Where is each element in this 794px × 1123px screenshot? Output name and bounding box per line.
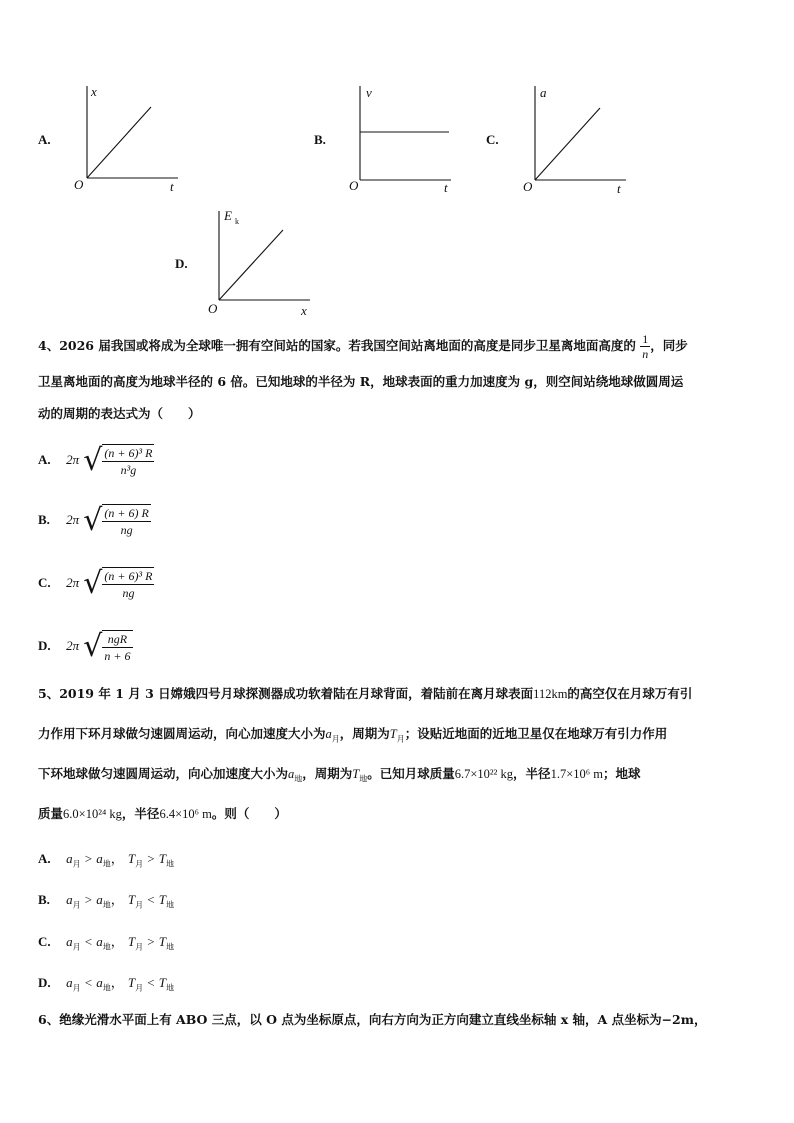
q4-option-b[interactable]	[38, 503, 151, 538]
q5-option-b-rel2: <	[147, 892, 155, 907]
q5-option-b-a1: a	[66, 892, 73, 907]
q4-option-d-num: ngR	[102, 631, 132, 648]
q5-line2-text-c: ；设贴近地面的近地卫星仅在地球万有引力作用	[404, 726, 668, 741]
q5-line2	[38, 716, 760, 758]
q4-option-a-letter: A.	[38, 452, 51, 467]
q4-option-d-coef: 2π	[66, 638, 80, 653]
q4-option-a[interactable]	[38, 443, 154, 478]
q5-option-a-rel1: >	[84, 851, 93, 866]
q5-t-earth-sub: 地	[359, 774, 368, 784]
q4-option-b-letter: B.	[38, 512, 50, 527]
q5-option-a-a2-sub: 地	[102, 859, 111, 869]
q5-option-b-t1-sub: 月	[135, 900, 144, 910]
q5-option-b-t1: T	[127, 892, 136, 907]
graph-a-y-label: x	[91, 84, 97, 99]
q5-line4-text-b: ，半径	[121, 806, 160, 821]
q5-option-c-t1-sub: 月	[135, 942, 144, 952]
q4-option-c-num: (n + 6)³ R	[104, 568, 153, 583]
q5-option-c-a2: a	[96, 934, 103, 949]
q5-option-d-t2: T	[158, 975, 166, 990]
q5-option-a-a1: a	[66, 851, 73, 866]
q5-option-c-a1-sub: 月	[72, 942, 81, 952]
graph-b	[345, 80, 465, 200]
graph-b-origin: O	[349, 178, 359, 193]
graph-a-line	[87, 107, 151, 178]
graph-d-y-label-sub: k	[235, 217, 239, 226]
graph-d-line	[219, 230, 283, 300]
q5-option-a-t2-sub: 地	[166, 859, 174, 869]
q5-option-d-a2-sub: 地	[102, 983, 111, 993]
q5-t-moon-sub: 月	[396, 734, 405, 744]
q5-option-c-t1: T	[127, 934, 136, 949]
q5-option-b-a2-sub: 地	[102, 900, 111, 910]
q5-option-a-t1-sub: 月	[135, 859, 144, 869]
graph-c-y-label: a	[540, 85, 547, 100]
q5-line1-text-a: 5、2019 年 1 月 3 日嫦娥四号月球探测器成功软着陆在月球背面，着陆前在离月球表面	[38, 686, 534, 701]
q5-line4	[38, 796, 760, 832]
q5-t-earth: T	[352, 767, 360, 781]
q6-line1: 6、绝缘光滑水平面上有 ABO 三点，以 O 点为坐标原点，向右方向为正方向建立直线坐标轴 x 轴，A 点坐标为−2m，	[38, 1012, 707, 1027]
q5-line3-text-e: ；地球	[602, 766, 641, 781]
graph-a-origin: O	[74, 177, 84, 192]
q5-option-c-a2-sub: 地	[102, 942, 111, 952]
q5-a-earth-sub: 地	[294, 774, 303, 784]
q5-option-c[interactable]: C. $a_月 < a_地$， $T_月 > T_地$	[38, 934, 174, 952]
graph-c-line	[535, 108, 600, 180]
graph-b-x-label: t	[444, 180, 448, 195]
graph-d	[205, 205, 325, 325]
q4-line1-text: 4、2026 届我国或将成为全球唯一拥有空间站的国家。若我国空间站离地面的高度是同步卫星离地面高度的	[38, 338, 636, 353]
q5-a-moon-sub: 月	[331, 734, 340, 744]
q4-frac-den: n	[642, 347, 649, 361]
q4-option-a-den: n³g	[120, 462, 137, 477]
q4-line1-end: ，同步	[650, 338, 688, 353]
q5-option-b[interactable]: B. $a_月 > a_地$， $T_月 < T_地$	[38, 892, 174, 910]
q5-a-moon: a	[325, 727, 332, 741]
q5-option-b-letter: B.	[38, 892, 50, 907]
q4-option-c-den: ng	[122, 585, 135, 600]
q5-line2-text-b: ，周期为	[339, 726, 390, 741]
q4-line2: 卫星离地面的高度为地球半径的 6 倍。已知地球的半径为 R，地球表面的重力加速度为 g，则空间站绕地球做圆周运	[38, 374, 684, 389]
q4-option-c[interactable]	[38, 566, 154, 601]
q4-line1	[38, 328, 760, 364]
q5-line1	[38, 676, 760, 712]
q5-option-d-rel2: <	[147, 975, 155, 990]
q5-option-d-t2-sub: 地	[166, 983, 174, 993]
q5-line3-text-a: 下环地球做匀速圆周运动，向心加速度大小为	[38, 766, 289, 781]
q4-option-b-sqrt: √ $\frac{(n + 6) R}{ng}$	[83, 503, 149, 538]
q4-option-d[interactable]	[38, 629, 133, 664]
q5-option-d[interactable]: D. $a_月 < a_地$， $T_月 < T_地$	[38, 975, 174, 993]
q4-option-d-den: n + 6	[104, 648, 131, 663]
q5-line3	[38, 756, 760, 798]
graph-a-letter: A.	[38, 132, 51, 147]
q5-option-a-t2: T	[158, 851, 166, 866]
graph-c-origin: O	[523, 179, 533, 194]
q5-line4-text-a: 质量	[38, 806, 64, 821]
q5-option-a-letter: A.	[38, 851, 51, 866]
q5-option-b-a1-sub: 月	[72, 900, 81, 910]
q4-option-b-den: ng	[120, 522, 133, 537]
q5-option-c-t2-sub: 地	[166, 942, 174, 952]
graph-d-origin: O	[208, 301, 218, 316]
q5-earth-mass: 6.0×10²⁴ kg	[63, 807, 122, 821]
q5-line3-text-c: 。已知月球质量	[367, 766, 455, 781]
q5-moon-radius: 1.7×10⁶ m	[550, 767, 603, 781]
graph-d-letter: D.	[175, 256, 188, 271]
q5-option-a-t1: T	[127, 851, 136, 866]
q5-option-c-a1: a	[66, 934, 73, 949]
q4-option-c-letter: C.	[38, 575, 51, 590]
graph-c-x-label: t	[617, 181, 621, 196]
q5-line1-text-b: 的高空仅在月球万有引	[567, 686, 693, 701]
q4-option-c-coef: 2π	[66, 575, 80, 590]
q5-altitude: 112km	[533, 687, 568, 701]
q4-option-d-letter: D.	[38, 638, 51, 653]
q5-earth-radius: 6.4×10⁶ m	[159, 807, 212, 821]
q5-a-earth: a	[288, 767, 295, 781]
graph-c	[520, 80, 640, 200]
q5-line3-text-d: ，半径	[513, 766, 551, 781]
q5-t-moon: T	[389, 727, 397, 741]
q5-option-a-a2: a	[96, 851, 103, 866]
graph-c-letter: C.	[486, 132, 499, 147]
q4-option-c-sqrt: √ $\frac{\text{(n + 6)³ R}}{ng}$	[83, 566, 153, 601]
q5-option-d-t1-sub: 月	[135, 983, 144, 993]
q5-option-d-rel1: <	[84, 975, 93, 990]
q5-option-d-letter: D.	[38, 975, 51, 990]
q5-option-a[interactable]: A. $a_月 > a_地$， $T_月 > T_地$	[38, 851, 174, 869]
q5-option-b-rel1: >	[84, 892, 93, 907]
graph-d-x-label: x	[301, 303, 307, 318]
q5-line4-text-c: 。则（ ）	[211, 806, 287, 821]
q5-option-c-rel1: <	[84, 934, 93, 949]
q5-option-d-a1-sub: 月	[72, 983, 81, 993]
q5-option-b-t2: T	[158, 892, 166, 907]
q5-option-c-rel2: >	[147, 934, 155, 949]
q4-option-a-coef: 2π	[66, 452, 80, 467]
q4-line3: 动的周期的表达式为（ ）	[38, 406, 201, 421]
q5-option-b-a2: a	[96, 892, 103, 907]
q5-line2-text-a: 力作用下环月球做匀速圆周运动，向心加速度大小为	[38, 726, 326, 741]
graph-b-y-label: v	[366, 85, 372, 100]
q5-moon-mass: 6.7×10²² kg	[454, 767, 514, 781]
q4-option-b-coef: 2π	[66, 512, 80, 527]
q4-frac-num: 1	[642, 332, 649, 346]
q4-fraction	[640, 332, 650, 361]
q4-option-b-num: (n + 6) R	[104, 505, 149, 520]
q5-line3-text-b: ，周期为	[302, 766, 353, 781]
graph-a-x-label: t	[170, 179, 174, 194]
q5-option-b-t2-sub: 地	[166, 900, 174, 910]
q5-option-d-a1: a	[66, 975, 73, 990]
graph-a	[70, 80, 190, 200]
graph-b-letter: B.	[314, 132, 326, 147]
q4-option-d-sqrt: √ $\frac{\text{ngR}}{n + 6}$	[83, 629, 131, 664]
q5-option-d-a2: a	[96, 975, 103, 990]
q5-option-c-letter: C.	[38, 934, 51, 949]
q5-option-c-t2: T	[158, 934, 166, 949]
q5-option-a-rel2: >	[147, 851, 155, 866]
q4-option-a-num: (n + 6)³ R	[104, 445, 153, 460]
graph-d-y-label: E	[224, 208, 232, 223]
q5-option-d-t1: T	[127, 975, 136, 990]
q4-option-a-sqrt: √ $\frac{\text{(n + 6)³ R}}{\text{n³g}}$	[83, 443, 153, 478]
q5-option-a-a1-sub: 月	[72, 859, 81, 869]
